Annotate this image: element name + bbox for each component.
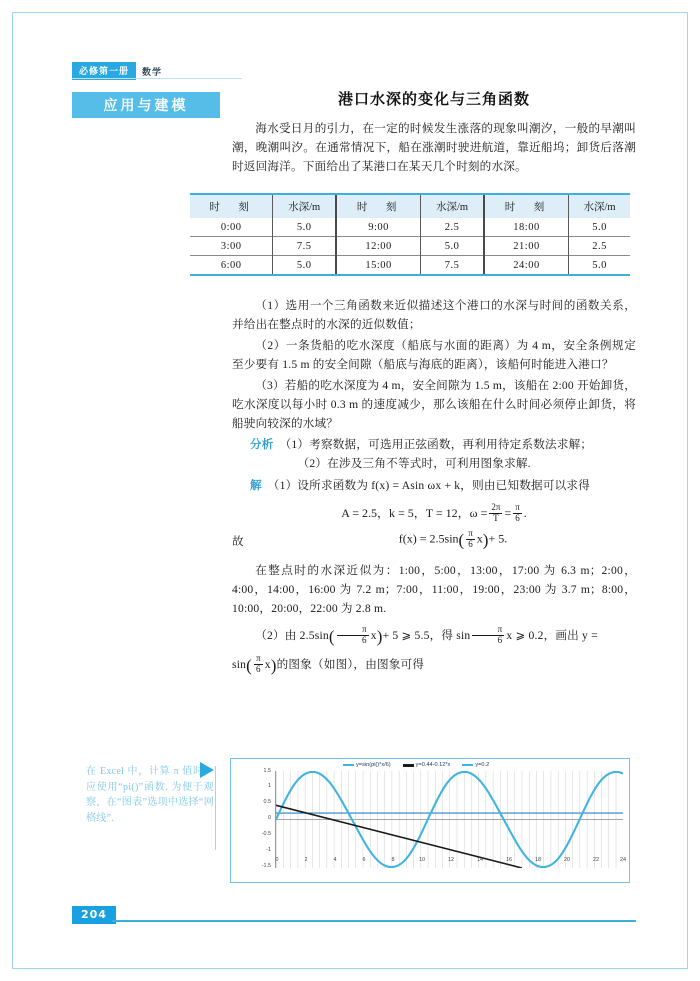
solution-lead: （1）设所求函数为 f(x) = Asin ωx + k，则由已知数据可以求得	[267, 479, 591, 492]
y-tick-label: 1	[268, 783, 271, 789]
therefore-label: 故	[232, 534, 244, 548]
table-cell: 21:00	[484, 237, 569, 256]
legend-label: y=0.44-0.12*x	[415, 762, 451, 768]
chart-legend	[341, 762, 491, 768]
y-tick-label: 1.5	[263, 768, 271, 774]
y-tick-label: -1	[266, 847, 271, 853]
fraction-denominator: 6	[515, 512, 520, 523]
solution-block	[232, 476, 636, 497]
question-2: （2）一条货船的吃水深度（船底与水面的距离）为 4 m，安全条例规定至少要有 1.5 m 的安全间隙（船底与海底的距离），该船何时能进入港口？	[232, 339, 636, 371]
table-header-cell: 时 刻	[484, 195, 569, 218]
table-cell: 18:00	[484, 218, 569, 237]
analysis-block	[232, 435, 636, 473]
x-tick-label: 14	[477, 857, 483, 863]
analysis-item: （1）考察数据，可选用正弦函数，再利用待定系数法求解；	[279, 438, 593, 451]
table-row	[190, 237, 630, 256]
part-2-tail-text: 的图象（如图），由图象可得	[276, 657, 425, 671]
fraction-numerator: π	[515, 502, 520, 513]
part-2-b: x	[370, 628, 377, 642]
formula-2-var: x	[476, 531, 483, 546]
x-tick-label: 4	[333, 857, 337, 863]
part-2-tail-var: x	[264, 657, 271, 671]
x-tick-label: 12	[448, 857, 454, 863]
y-tick-label: 0	[268, 815, 271, 821]
fraction-2pi-over-T	[489, 503, 502, 523]
margin-note-rule	[215, 766, 216, 850]
fraction-pi-over-6	[337, 625, 369, 645]
fraction-numerator: π	[256, 653, 261, 664]
table-cell: 7.5	[421, 256, 484, 275]
question-1: （1）选用一个三角函数来近似描述这个港口的水深与时间的函数关系，并给出在整点时的水深的近似数值；	[232, 299, 636, 331]
arrow-right-icon	[200, 762, 214, 778]
intro-paragraph: 海水受日月的引力，在一定的时候发生涨落的现象叫潮汐，一般的早潮叫潮，晚潮叫汐。在通常情况下，船在涨潮时驶进航道，靠近船坞；卸货后落潮时返回海洋。下面给出了某港口在某天几个时刻的水深。	[232, 122, 636, 173]
question-3: （3）若船的吃水深度为 4 m，安全间隙为 1.5 m，该船在 2:00 开始卸货，吃水深度以每小时 0.3 m 的速度减少，那么该船在什么时间必须停止卸货，将船驶向较深的水域？	[232, 379, 636, 430]
fraction-numerator: 2π	[491, 502, 501, 513]
x-tick-label: 2	[304, 857, 308, 863]
x-tick-label: 20	[564, 857, 570, 863]
table-cell: 12:00	[336, 237, 421, 256]
footer-rule	[112, 920, 636, 922]
analysis-item: （2）在涉及三角不等式时，可利用图象求解.	[297, 457, 531, 470]
fraction-numerator: π	[468, 528, 473, 539]
table-header-cell: 时 刻	[336, 195, 421, 218]
part-2-tail-paragraph	[232, 654, 636, 677]
table-cell: 2.5	[569, 237, 630, 256]
fraction-pi-over-6	[254, 654, 263, 674]
formula-1	[232, 504, 636, 524]
y-tick-label: -1.5	[261, 863, 271, 869]
table-cell: 0:00	[220, 221, 242, 233]
formula-2	[270, 530, 636, 551]
x-tick-label: 0	[275, 857, 279, 863]
x-tick-label: 6	[362, 857, 366, 863]
table-cell: 15:00	[336, 256, 421, 275]
table-header-cell: 时 刻	[190, 195, 273, 218]
margin-note: 在 Excel 中，计算 π 值时，应使用“pi()”函数. 为便于观察，在“图表”选项中选择“网格线”.	[86, 766, 214, 824]
left-paren: (	[458, 530, 465, 550]
table-cell: 5.0	[421, 237, 484, 256]
legend-swatch	[403, 764, 414, 767]
table-cell: 2.5	[421, 218, 484, 237]
formula-1-equals: =	[504, 506, 512, 520]
legend-label: y=0.2	[475, 762, 490, 768]
article	[232, 88, 636, 178]
running-head-rule	[72, 78, 242, 79]
fraction-pi-over-6	[466, 529, 475, 549]
table-cell: 5.0	[569, 256, 630, 275]
x-tick-label: 22	[593, 857, 599, 863]
table-cell: 5.0	[569, 218, 630, 237]
part-2-paragraph	[232, 625, 636, 648]
y-tick-label: -0.5	[261, 831, 271, 837]
chart-svg	[276, 771, 623, 868]
table-row	[190, 256, 630, 275]
table-bottom-rule	[190, 274, 630, 276]
y-tick-label: 0.5	[263, 799, 271, 805]
formula-1-part-b: T = 12，ω =	[425, 506, 488, 520]
article-body	[232, 296, 636, 679]
table-cell: 5.0	[273, 256, 336, 275]
fraction-denominator: 6	[361, 634, 367, 645]
part-2-tail-head: sin	[232, 657, 247, 671]
fraction-numerator: π	[472, 625, 504, 635]
left-paren: (	[328, 626, 335, 646]
fraction-denominator: 6	[468, 538, 473, 549]
water-depth-table	[190, 193, 630, 276]
table-cell: 3:00	[220, 240, 242, 252]
chart-plot-area	[275, 771, 623, 868]
formula-2-tail: + 5.	[488, 531, 508, 546]
approximation-paragraph: 在整点时的水深近似为：1:00，5:00，13:00，17:00 为 6.3 m；2:00，4:00，14:00，16:00 为 7.2 m；7:00，11:00，19:00，23:00 为 3.7 m；8:00，10:00，20:00，22:00 为 2.8 m.	[232, 563, 636, 615]
table-cell: 5.0	[273, 218, 336, 237]
part-2-a: （2）由 2.5sin	[255, 628, 329, 642]
x-tick-label: 10	[419, 857, 425, 863]
fraction-pi-over-6	[472, 625, 504, 645]
table-cell: 6:00	[220, 259, 242, 271]
formula-1-part-a: A = 2.5，k = 5，	[341, 506, 426, 520]
table-cell: 7.5	[273, 237, 336, 256]
page-number: 204	[72, 906, 116, 924]
subject-label: 数学	[142, 67, 163, 78]
part-2-c: + 5 ⩾ 5.5，得 sin	[382, 628, 471, 642]
table-header-cell: 水深/m	[421, 195, 484, 218]
section-tag: 应用与建模	[72, 92, 220, 118]
table-header-cell: 水深/m	[273, 195, 336, 218]
legend-swatch	[462, 764, 473, 766]
fraction-denominator: 6	[256, 663, 261, 674]
formula-2-head: f(x) = 2.5sin	[398, 531, 459, 546]
legend-item-constant	[462, 762, 489, 768]
table-cell: 9:00	[336, 218, 421, 237]
fraction-denominator: T	[493, 512, 499, 523]
x-tick-label: 16	[506, 857, 512, 863]
legend-swatch	[343, 764, 354, 766]
table-row	[190, 218, 630, 237]
volume-badge: 必修第一册	[72, 62, 136, 80]
solution-label: 解	[250, 479, 262, 492]
right-paren: )	[270, 655, 277, 675]
legend-item-linear	[403, 762, 451, 768]
formula-1-tail: .	[523, 506, 527, 520]
part-2-d: x ⩾ 0.2，画出 y =	[506, 628, 598, 642]
page-title: 港口水深的变化与三角函数	[337, 90, 530, 108]
left-paren: (	[246, 655, 253, 675]
table-header-cell: 水深/m	[569, 195, 630, 218]
formula-2-row	[232, 528, 636, 553]
table-header-row	[190, 195, 630, 218]
excel-chart	[230, 758, 630, 883]
fraction-denominator: 6	[497, 634, 503, 645]
right-paren: )	[482, 530, 489, 550]
x-tick-label: 8	[391, 857, 395, 863]
table-cell: 24:00	[484, 256, 569, 275]
x-tick-label: 24	[620, 857, 626, 863]
right-paren: )	[376, 626, 383, 646]
x-tick-label: 18	[535, 857, 541, 863]
legend-item-sine	[343, 762, 391, 768]
fraction-numerator: π	[337, 625, 369, 635]
analysis-label: 分析	[250, 438, 274, 451]
fraction-pi-over-6	[513, 503, 522, 523]
legend-label: y=sin(pi()*x/6)	[356, 762, 391, 768]
